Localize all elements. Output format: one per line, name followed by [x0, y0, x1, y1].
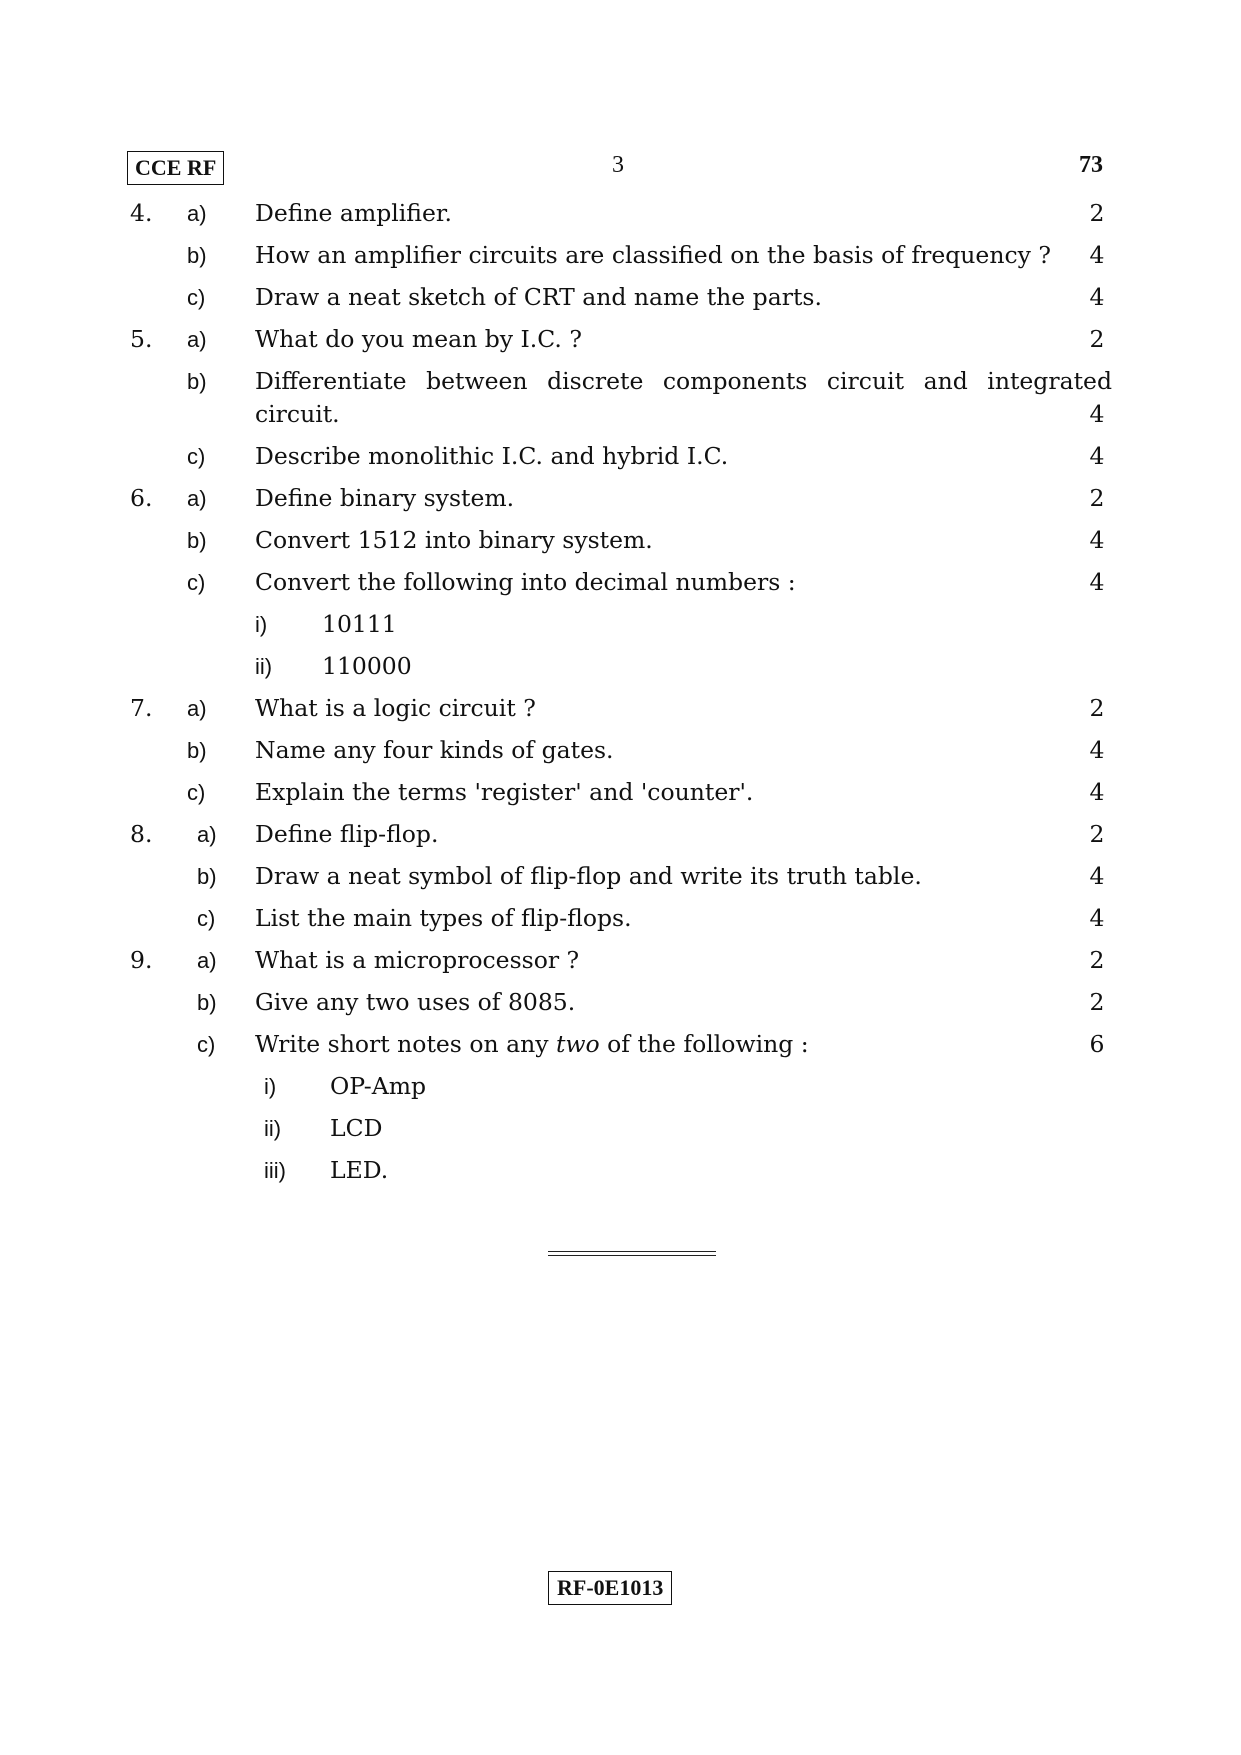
- marks: 4: [1089, 736, 1105, 764]
- marks: 2: [1089, 484, 1105, 512]
- marks: 2: [1089, 325, 1105, 353]
- question-text: Explain the terms 'register' and 'counter'.: [255, 778, 754, 806]
- question-text: Draw a neat sketch of CRT and name the parts.: [255, 283, 822, 311]
- question-number: 4.: [130, 199, 153, 227]
- question-number: 8.: [130, 820, 153, 848]
- end-of-paper-rule: [548, 1251, 716, 1256]
- part-label: a): [187, 201, 207, 226]
- part-label: c): [187, 285, 206, 310]
- sub-item-label: i): [264, 1074, 277, 1099]
- question-text: What do you mean by I.C. ?: [255, 325, 582, 353]
- question-text: Name any four kinds of gates.: [255, 736, 614, 764]
- marks: 2: [1089, 946, 1105, 974]
- part-label: a): [187, 486, 207, 511]
- marks: 4: [1089, 283, 1105, 311]
- question-number: 6.: [130, 484, 153, 512]
- sub-item-label: iii): [264, 1158, 286, 1183]
- series-code-box: CCE RF: [127, 151, 224, 185]
- question-text: Define binary system.: [255, 484, 515, 512]
- question-text: Differentiate between discrete components circuit and integrated: [255, 367, 1112, 395]
- marks: 4: [1089, 904, 1105, 932]
- marks: 6: [1089, 1030, 1105, 1058]
- question-text-start: Write short notes on any: [255, 1030, 556, 1058]
- marks: 4: [1089, 568, 1105, 596]
- footer-code-box: RF-0E1013: [548, 1571, 672, 1605]
- part-label: b): [187, 369, 207, 394]
- question-text: Define flip-flop.: [255, 820, 439, 848]
- part-label: c): [197, 1032, 216, 1057]
- question-number: 9.: [130, 946, 153, 974]
- marks: 2: [1089, 820, 1105, 848]
- sub-item-text: 10111: [322, 610, 397, 638]
- part-label: b): [197, 990, 217, 1015]
- question-text: What is a microprocessor ?: [255, 946, 580, 974]
- marks: 2: [1089, 199, 1105, 227]
- part-label: b): [187, 243, 207, 268]
- sub-item-label: ii): [264, 1116, 282, 1141]
- question-text: Give any two uses of 8085.: [255, 988, 576, 1016]
- marks: 4: [1089, 400, 1105, 428]
- marks: 4: [1089, 241, 1105, 269]
- part-label: a): [197, 948, 217, 973]
- page-number: 3: [612, 152, 624, 178]
- sub-item-label: i): [255, 612, 268, 637]
- part-label: c): [197, 906, 216, 931]
- question-text: [255, 1028, 1105, 1061]
- sub-item-text: LCD: [330, 1114, 383, 1142]
- paper-code: 73: [1079, 152, 1103, 178]
- question-text: What is a logic circuit ?: [255, 694, 536, 722]
- sub-item-text: 110000: [322, 652, 412, 680]
- part-label: c): [187, 444, 206, 469]
- part-label: c): [187, 780, 206, 805]
- part-label: b): [187, 528, 207, 553]
- question-text: List the main types of flip-flops.: [255, 904, 632, 932]
- question-text: Define amplifier.: [255, 199, 453, 227]
- sub-item-text: OP-Amp: [330, 1072, 427, 1100]
- emphasis-word: two: [555, 1030, 600, 1058]
- question-number: 5.: [130, 325, 153, 353]
- part-label: b): [187, 738, 207, 763]
- question-text: Convert the following into decimal numbers :: [255, 568, 796, 596]
- marks: 4: [1089, 442, 1105, 470]
- sub-item-label: ii): [255, 654, 273, 679]
- question-text: Convert 1512 into binary system.: [255, 526, 653, 554]
- marks: 2: [1089, 694, 1105, 722]
- question-text: Describe monolithic I.C. and hybrid I.C.: [255, 442, 729, 470]
- part-label: a): [187, 696, 207, 721]
- question-text: How an amplifier circuits are classified on the basis of frequency ?: [255, 241, 1051, 269]
- part-label: a): [187, 327, 207, 352]
- question-text-continued: circuit.: [255, 400, 340, 428]
- part-label: b): [197, 864, 217, 889]
- marks: 4: [1089, 862, 1105, 890]
- marks: 4: [1089, 526, 1105, 554]
- question-text: Draw a neat symbol of flip-flop and write its truth table.: [255, 862, 922, 890]
- question-number: 7.: [130, 694, 153, 722]
- sub-item-text: LED.: [330, 1156, 389, 1184]
- marks: 2: [1089, 988, 1105, 1016]
- part-label: a): [197, 822, 217, 847]
- marks: 4: [1089, 778, 1105, 806]
- part-label: c): [187, 570, 206, 595]
- question-text-end: of the following :: [599, 1030, 809, 1058]
